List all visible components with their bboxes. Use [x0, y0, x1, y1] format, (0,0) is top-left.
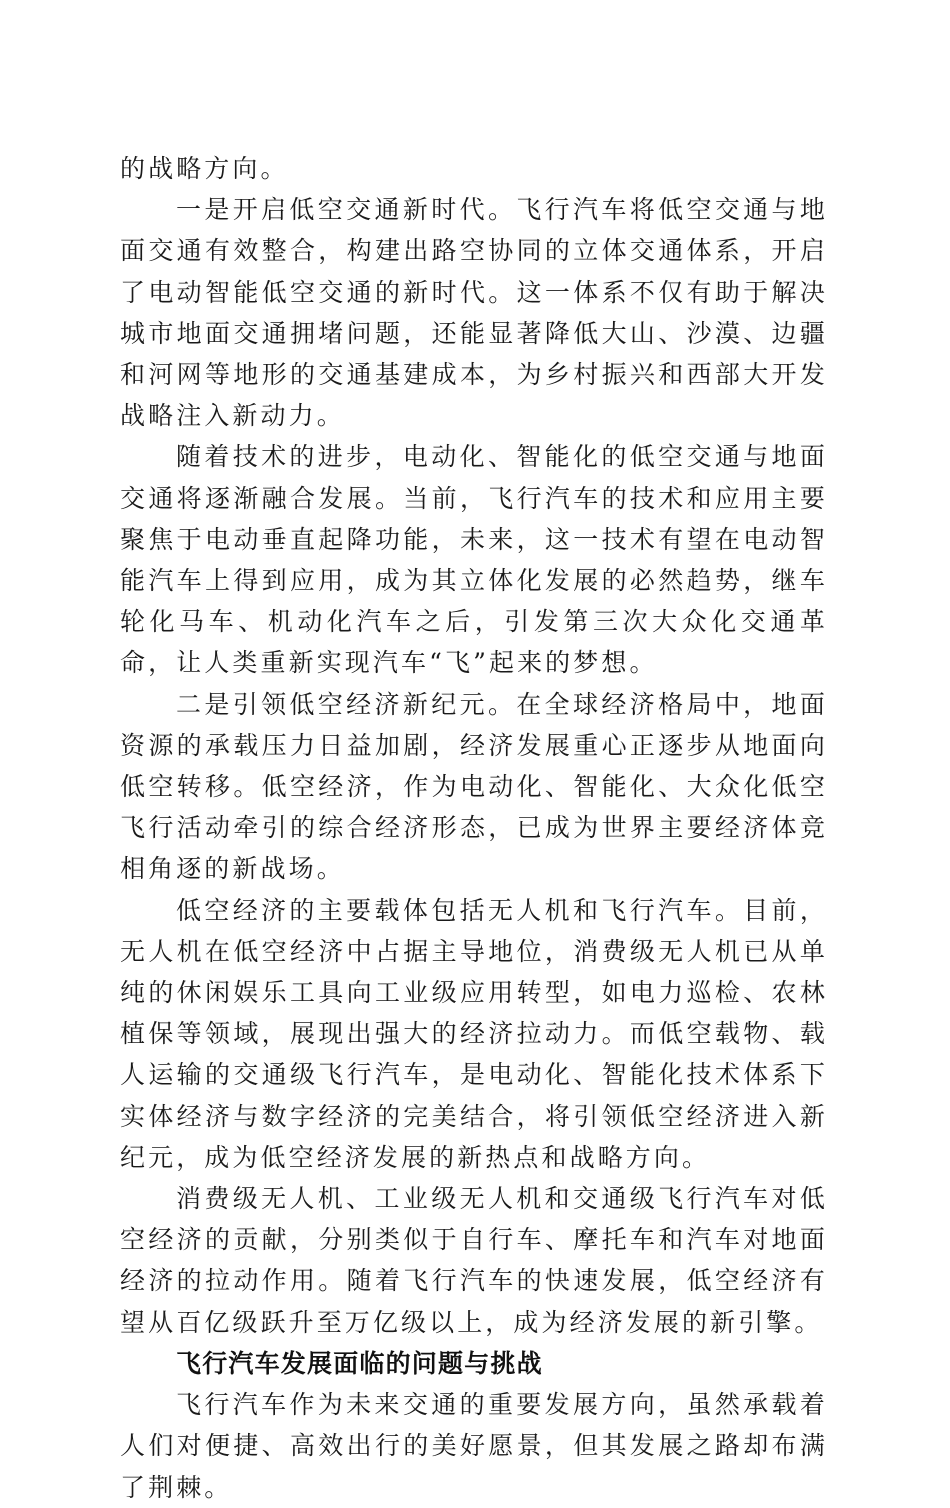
- paragraph-economy-carriers: 低空经济的主要载体包括无人机和飞行汽车。目前，无人机在低空经济中占据主导地位，消费级无人机已从单纯的休闲娱乐工具向工业级应用转型，如电力巡检、农林植保等领域，展现出强大的经济拉动力。而低空载物、载人运输的交通级飞行汽车，是电动化、智能化技术体系下实体经济与数字经济的完美结合，将引领低空经济进入新纪元，成为低空经济发展的新热点和战略方向。: [120, 895, 828, 1172]
- paragraph-low-altitude-economy: 二是引领低空经济新纪元。在全球经济格局中，地面资源的承载压力日益加剧，经济发展重心正逐步从地面向低空转移。低空经济，作为电动化、智能化、大众化低空飞行活动牵引的综合经济形态，已成为世界主要经济体竞相角逐的新战场。: [120, 689, 828, 884]
- paragraph-challenges-intro: 飞行汽车作为未来交通的重要发展方向，虽然承载着人们对便捷、高效出行的美好愿景，但其发展之路却布满了荆棘。: [120, 1390, 828, 1502]
- document-body: [120, 148, 828, 1508]
- paragraph-low-altitude-transport: 一是开启低空交通新时代。飞行汽车将低空交通与地面交通有效整合，构建出路空协同的立体交通体系，开启了电动智能低空交通的新时代。这一体系不仅有助于解决城市地面交通拥堵问题，还能显著降低大山、沙漠、边疆和河网等地形的交通基建成本，为乡村振兴和西部大开发战略注入新动力。: [120, 195, 828, 431]
- paragraph-continuation: 的战略方向。: [120, 154, 289, 183]
- section-heading: 飞行汽车发展面临的问题与挑战: [176, 1348, 543, 1378]
- paragraph-economic-contribution: 消费级无人机、工业级无人机和交通级飞行汽车对低空经济的贡献，分别类似于自行车、摩托车和汽车对地面经济的拉动作用。随着飞行汽车的快速发展，低空经济有望从百亿级跃升至万亿级以上，成为经济发展的新引擎。: [120, 1184, 828, 1337]
- paragraph-technology-progress: 随着技术的进步，电动化、智能化的低空交通与地面交通将逐渐融合发展。当前，飞行汽车的技术和应用主要聚焦于电动垂直起降功能，未来，这一技术有望在电动智能汽车上得到应用，成为其立体化发展的必然趋势，继车轮化马车、机动化汽车之后，引发第三次大众化交通革命，让人类重新实现汽车“飞”起来的梦想。: [120, 442, 828, 678]
